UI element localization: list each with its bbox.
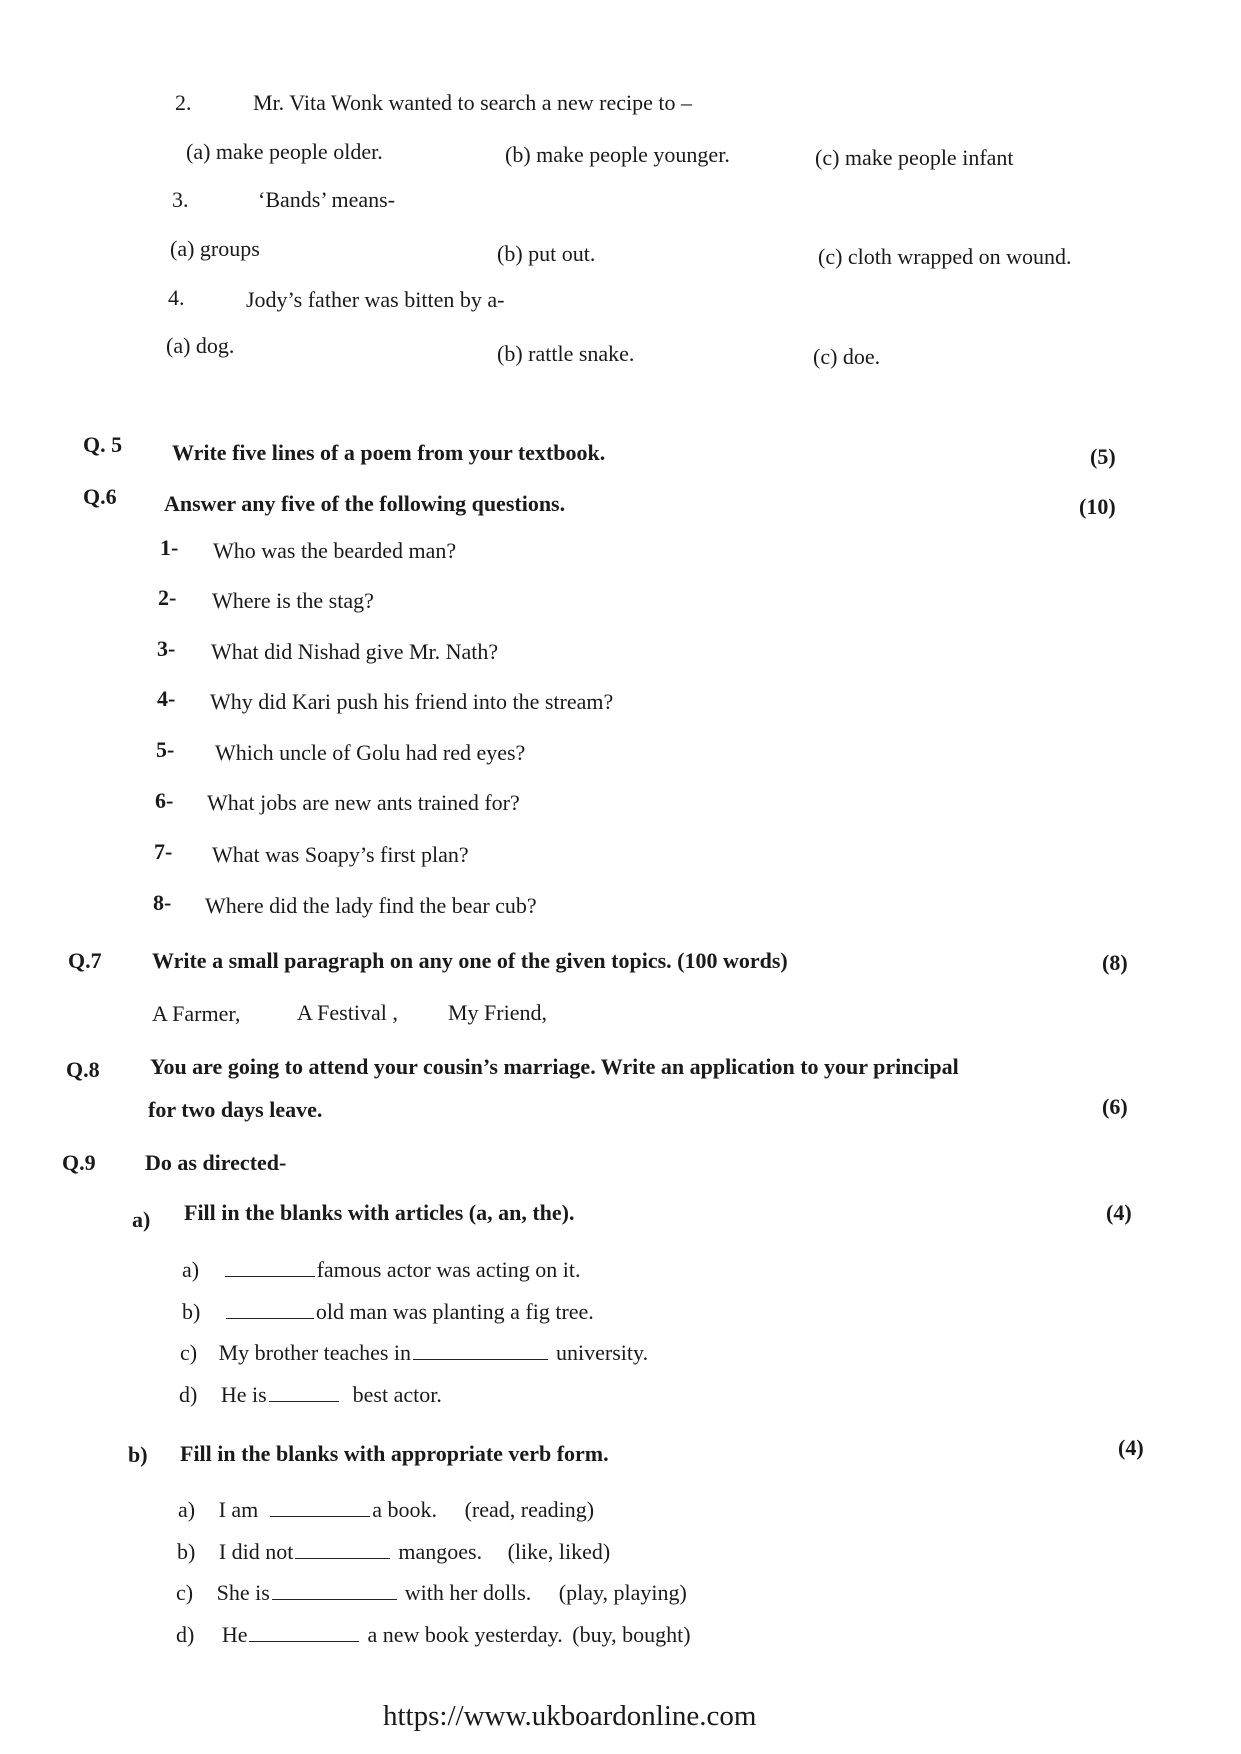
answer-blank (295, 1540, 390, 1559)
part-label: b) (128, 1442, 148, 1467)
item-text: Who was the bearded man? (213, 538, 457, 563)
question-number: 3. (172, 187, 189, 212)
question-label: Q.6 (83, 484, 117, 509)
list-item (180, 1340, 648, 1366)
question-text: ‘Bands’ means- (258, 187, 396, 212)
item-text: What was Soapy’s first plan? (212, 842, 469, 867)
list-item (176, 1622, 691, 1648)
item-number: 2- (158, 585, 177, 610)
item-text: Which uncle of Golu had red eyes? (215, 740, 526, 765)
marks: (4) (1118, 1435, 1144, 1460)
part-label: a) (132, 1207, 151, 1232)
question-label: Q.7 (68, 948, 102, 973)
footer-url[interactable]: https://www.ukboardonline.com (383, 1700, 757, 1732)
item-pre: He is (220, 1382, 267, 1407)
list-item (176, 1580, 687, 1606)
marks: (8) (1102, 950, 1128, 975)
item-pre: I am (218, 1497, 259, 1522)
question-text: Do as directed- (145, 1150, 287, 1175)
option-c: (c) cloth wrapped on wound. (818, 244, 1072, 269)
item-post: famous actor was acting on it. (316, 1257, 581, 1282)
item-number: 6- (155, 788, 174, 813)
item-number: b) (177, 1539, 196, 1564)
question-text-line1: You are going to attend your cousin’s marriage. Write an application to your principal (150, 1054, 959, 1079)
item-post: university. (556, 1340, 649, 1365)
item-post: a book. (372, 1497, 438, 1522)
item-hint: (buy, bought) (572, 1622, 691, 1647)
answer-blank (269, 1383, 339, 1402)
item-text: Where did the lady find the bear cub? (205, 893, 537, 918)
item-post: with her dolls. (404, 1580, 532, 1605)
question-number: 2. (175, 90, 192, 115)
option-b: (b) make people younger. (505, 142, 730, 167)
part-text: Fill in the blanks with articles (a, an, the). (184, 1200, 575, 1225)
marks: (5) (1090, 444, 1116, 469)
topic: A Festival , (297, 1000, 398, 1025)
item-number: d) (176, 1622, 195, 1647)
question-number: 4. (168, 285, 185, 310)
question-text: Mr. Vita Wonk wanted to search a new recipe to – (253, 90, 693, 115)
marks: (4) (1106, 1200, 1132, 1225)
item-number: 3- (157, 636, 176, 661)
item-number: 5- (156, 737, 175, 762)
option-a: (a) dog. (166, 333, 235, 358)
item-text: Why did Kari push his friend into the stream? (210, 689, 614, 714)
list-item (177, 1539, 610, 1565)
item-post: mangoes. (398, 1539, 483, 1564)
topic: A Farmer, (152, 1001, 241, 1026)
answer-blank (270, 1498, 370, 1517)
item-text: What jobs are new ants trained for? (207, 790, 520, 815)
answer-blank (226, 1300, 314, 1319)
part-text: Fill in the blanks with appropriate verb form. (180, 1441, 609, 1466)
item-number: a) (182, 1257, 200, 1282)
item-post: best actor. (352, 1382, 442, 1407)
item-number: a) (178, 1497, 196, 1522)
marks: (6) (1102, 1094, 1128, 1119)
item-number: d) (179, 1382, 198, 1407)
item-number: c) (180, 1340, 198, 1365)
item-number: b) (182, 1299, 201, 1324)
item-hint: (play, playing) (558, 1580, 687, 1605)
item-number: 4- (157, 686, 176, 711)
option-c: (c) doe. (813, 344, 881, 369)
list-item (178, 1497, 594, 1523)
option-b: (b) rattle snake. (497, 341, 635, 366)
question-text: Answer any five of the following questions. (164, 491, 566, 516)
item-hint: (like, liked) (507, 1539, 611, 1564)
item-post: a new book yesterday. (367, 1622, 563, 1647)
question-text: Jody’s father was bitten by a- (246, 287, 505, 312)
question-label: Q.9 (62, 1150, 96, 1175)
topic: My Friend, (448, 1000, 547, 1025)
marks: (10) (1079, 494, 1116, 519)
item-number: 1- (160, 535, 179, 560)
item-text: What did Nishad give Mr. Nath? (211, 639, 499, 664)
item-post: old man was planting a fig tree. (315, 1299, 594, 1324)
item-text: Where is the stag? (212, 588, 374, 613)
item-number: c) (176, 1580, 194, 1605)
item-pre: I did not (218, 1539, 294, 1564)
item-pre: She is (216, 1580, 270, 1605)
item-number: 7- (154, 839, 173, 864)
item-hint: (read, reading) (464, 1497, 595, 1522)
answer-blank (225, 1258, 315, 1277)
question-text: Write a small paragraph on any one of the given topics. (100 words) (152, 948, 788, 973)
option-a: (a) make people older. (186, 139, 383, 164)
option-b: (b) put out. (497, 241, 596, 266)
question-text: Write five lines of a poem from your textbook. (172, 440, 606, 465)
list-item (182, 1257, 581, 1283)
answer-blank (272, 1581, 397, 1600)
item-pre: My brother teaches in (218, 1340, 412, 1365)
item-number: 8- (153, 890, 172, 915)
question-text-line2: for two days leave. (148, 1097, 323, 1122)
answer-blank (249, 1623, 359, 1642)
answer-blank (413, 1341, 548, 1360)
list-item (179, 1382, 442, 1408)
question-label: Q.8 (66, 1057, 100, 1082)
option-a: (a) groups (170, 236, 260, 261)
option-c: (c) make people infant (815, 145, 1014, 170)
list-item (182, 1299, 594, 1325)
item-pre: He (221, 1622, 248, 1647)
question-label: Q. 5 (83, 432, 123, 457)
